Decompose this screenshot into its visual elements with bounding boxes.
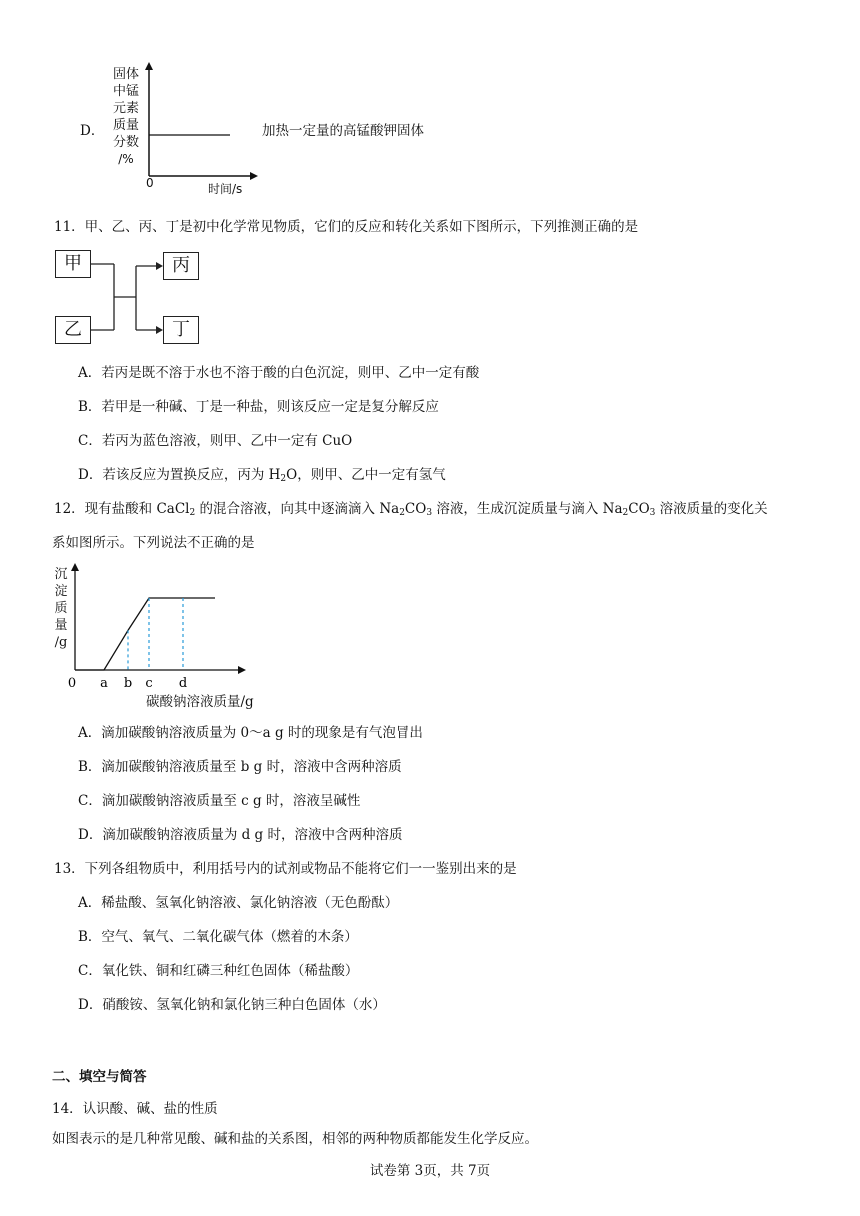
q12-ylabel-char: /g [54,635,68,650]
q12-y-arrow [71,563,79,571]
page-footer: 试卷第 3页，共 7页 [369,1163,491,1179]
q13-option-a: A．稀盐酸、氢氧化钠溶液、氯化钠溶液（无色酚酞） [78,895,399,911]
q11-option-a: A．若丙是既不溶于水也不溶于酸的白色沉淀，则甲、乙中一定有酸 [78,365,480,381]
q14-title: 14．认识酸、碱、盐的性质 [52,1101,218,1117]
q10-chart-origin: 0 [146,176,154,190]
q12-option-c: C．滴加碳酸钠溶液质量至 c g 时，溶液呈碱性 [78,793,361,809]
q12-x-tick-0: 0 [67,676,77,691]
q11-box-ding: 丁 [163,316,199,344]
q10-y-label-line: 分数 [112,135,139,150]
q13-stem: 13．下列各组物质中，利用括号内的试剂或物品不能将它们一一鉴别出来的是 [54,861,517,877]
q12-x-arrow [238,666,246,674]
q12-x-tick-b: b [123,676,133,691]
q12-chart-x-label: 碳酸钠溶液质量/g [146,694,254,710]
q12-data-line [75,598,215,670]
q10-x-arrow [250,172,258,180]
q11-option-b: B．若甲是一种碱、丁是一种盐，则该反应一定是复分解反应 [78,399,439,415]
q12-x-tick-c: c [145,676,153,691]
q10-option-d-text: 加热一定量的高锰酸钾固体 [262,123,424,139]
q12-ylabel-char: 量 [54,618,68,633]
q13-option-d: D．硝酸铵、氢氧化钠和氯化钠三种白色固体（水） [78,997,386,1013]
q13-option-c: C．氧化铁、铜和红磷三种红色固体（稀盐酸） [78,963,359,979]
q12-option-d: D．滴加碳酸钠溶液质量为 d g 时，溶液中含两种溶质 [78,827,403,843]
q11-box-jia: 甲 [55,250,91,278]
q11-option-d: D．若该反应为置换反应，丙为 H2O，则甲、乙中一定有氢气 [78,467,446,484]
q10-y-arrow [145,62,153,70]
q10-y-label-line: 元素 [112,101,139,116]
q12-option-a: A．滴加碳酸钠溶液质量为 0～a g 时的现象是有气泡冒出 [78,725,423,741]
q11-stem: 11．甲、乙、丙、丁是初中化学常见物质，它们的反应和转化关系如下图所示，下列推测正确的是 [54,219,639,235]
q12-x-tick-a: a [100,676,108,691]
q10-y-label-line: 质量 [112,118,139,133]
q10-chart [140,60,260,200]
q11-box-bing: 丙 [163,252,199,280]
q12-ylabel-char: 沉 [54,567,68,582]
section-title: 二、填空与简答 [52,1069,147,1085]
q12-ylabel-char: 质 [54,601,68,616]
q11-diagram-connectors [90,250,170,345]
q10-option-d-label: D． [80,123,105,139]
q13-option-b: B．空气、氧气、二氧化碳气体（燃着的木条） [78,929,358,945]
q12-x-tick-d: d [178,676,188,691]
q10-y-label-line: 固体 [112,67,139,82]
q12-stem-line1: 12．现有盐酸和 CaCl2 的混合溶液，向其中逐滴滴入 Na2CO3 溶液，生成沉淀质量与滴入 Na2CO3 溶液质量的变化关 [54,501,768,518]
q12-option-b: B．滴加碳酸钠溶液质量至 b g 时，溶液中含两种溶质 [78,759,402,775]
q12-ylabel-char: 淀 [54,584,68,599]
q10-y-label-line: 中锰 [112,84,139,99]
q12-stem-line2: 系如图所示。下列说法不正确的是 [52,535,255,551]
q12-chart [60,560,260,710]
q11-option-c: C．若丙为蓝色溶液，则甲、乙中一定有 CuO [78,433,353,449]
q14-text: 如图表示的是几种常见酸、碱和盐的关系图，相邻的两种物质都能发生化学反应。 [52,1131,538,1147]
q10-chart-x-label: 时间/s [208,182,243,196]
q10-y-label-line: /% [118,152,134,166]
q11-box-yi: 乙 [55,316,91,344]
